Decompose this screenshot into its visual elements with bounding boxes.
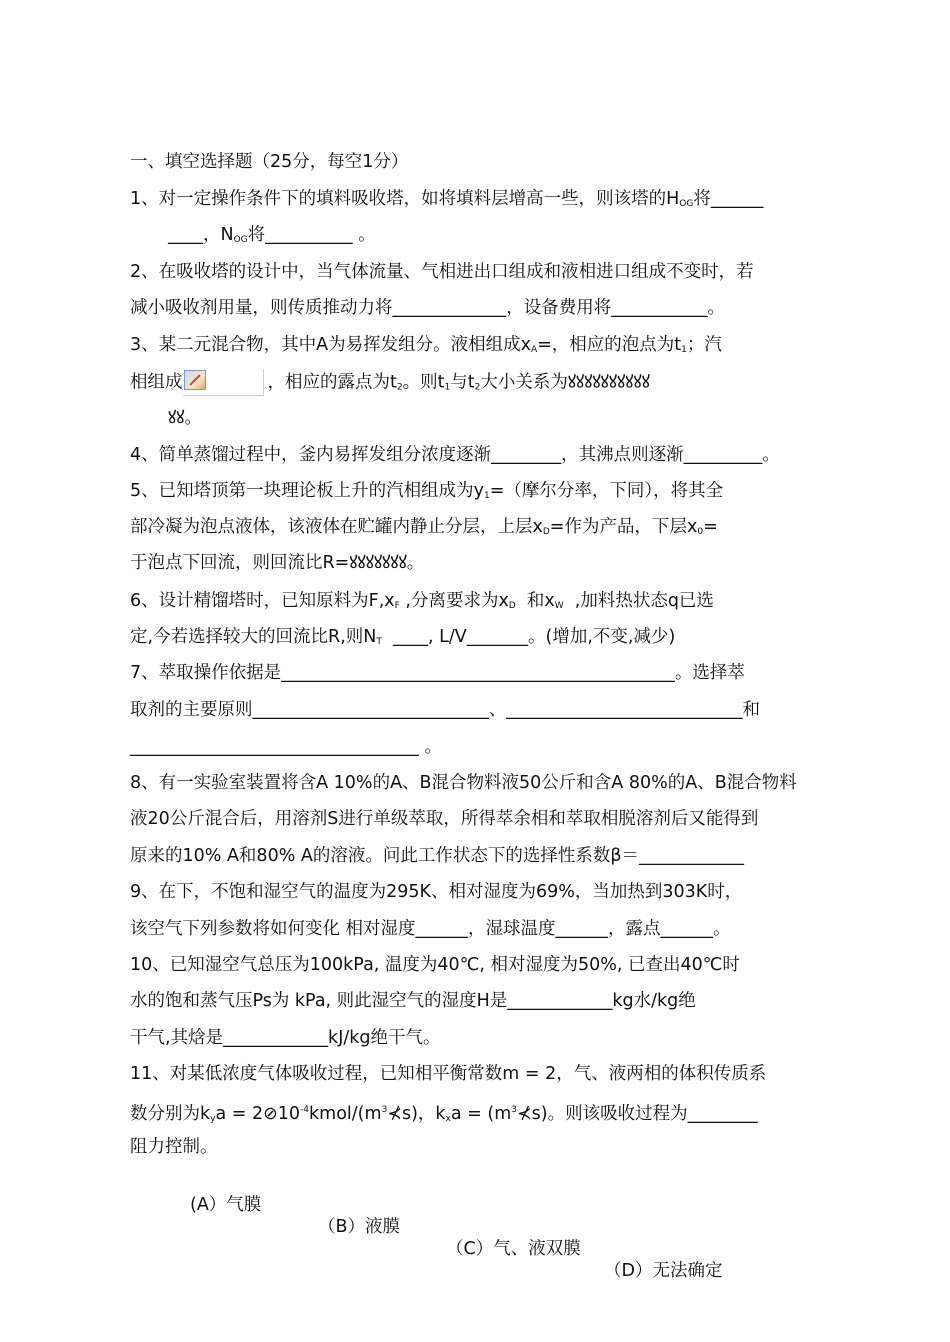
subscript: 1 (484, 491, 490, 501)
text: ；汽 (686, 335, 722, 355)
question-8-line-2 (130, 808, 758, 830)
question-3-line-2 (130, 369, 650, 399)
text: =（摩尔分率，下同），将其全 (489, 481, 724, 501)
option-c: （C）气、液双膜 (446, 1239, 581, 1259)
text: 7、萃取操作依据是_____________________________________________。选择萃 (130, 663, 745, 683)
subscript: 1 (681, 345, 687, 355)
heading-text: 一、填空选择题（25分，每空1分） (130, 152, 409, 172)
superscript: -4 (300, 1105, 310, 1115)
question-4-line-1 (130, 444, 780, 466)
text: 减小吸收剂用量，则传质推动力将_____________，设备费用将___________。 (130, 298, 725, 318)
text: 1、对一定操作条件下的填料吸收塔，如将填料层增高一些，则该塔的H (130, 189, 680, 209)
question-10-line-2 (130, 990, 696, 1012)
question-1-line-2 (168, 224, 376, 251)
text: 2、在吸收塔的设计中，当气体流量、气相进出口组成和液相进口组成不变时，若 (130, 262, 754, 282)
subscript: 2 (396, 382, 403, 393)
text: 。则t (402, 372, 445, 393)
text: 数分别为k (130, 1104, 211, 1124)
broken-image-placeholder (183, 369, 264, 396)
text: kmol/(m (309, 1104, 382, 1124)
text: a = (m (450, 1104, 512, 1124)
text: ____，N (168, 225, 234, 245)
question-2-line-2 (130, 297, 725, 319)
subscript: OG (233, 235, 248, 245)
subscript: x (445, 1114, 451, 1124)
text: ,分离要求为x (399, 591, 509, 611)
text: ，相应的露点为t (267, 372, 397, 393)
question-9-line-1 (130, 881, 742, 903)
text: 液20公斤混合后，用溶剂S进行单级萃取，所得萃余相和萃取相脱溶剂后又能得到 (130, 809, 759, 829)
text: 8、有一实验室装置将含A 10%的A、B混合物料液50公斤和含A 80%的A、B混合物料 (130, 773, 797, 793)
question-10-line-3 (130, 1027, 441, 1049)
superscript: 3 (381, 1105, 388, 1115)
text: 10、已知湿空气总压为100kPa, 温度为40℃, 相对湿度为50%, 已查出40℃时 (130, 955, 740, 975)
question-10-line-1 (130, 954, 740, 976)
question-9-line-2 (130, 918, 731, 940)
text: =，相应的泡点为t (537, 335, 682, 355)
text: 9、在下，不饱和湿空气的温度为295K、相对湿度为69%，当加热到303K时， (130, 882, 743, 902)
subscript: 1 (444, 382, 451, 393)
subscript: OG (679, 199, 694, 209)
text: ⊀s)，k (387, 1104, 446, 1124)
text: ____, L/V_______。(增加,不变,减少) (381, 627, 676, 647)
question-2-line-1 (130, 261, 754, 283)
question-6-line-2 (130, 626, 675, 653)
question-11-line-1 (130, 1063, 766, 1085)
subscript: 0 (697, 527, 704, 537)
subscript: F (394, 601, 400, 611)
text: 将__________ 。 (247, 225, 376, 245)
text: 于泡点下回流，则回流比R=ꙋꙋꙋꙋꙋꙋꙋ。 (130, 553, 425, 573)
question-11-line-3 (130, 1136, 218, 1158)
text: 大小关系为ꙋꙋꙋꙋꙋꙋꙋꙋꙋꙋ (480, 372, 650, 393)
text: 11、对某低浓度气体吸收过程，已知相平衡常数m = 2，气、液两相的体积传质系 (130, 1064, 767, 1084)
question-7-line-2 (130, 699, 760, 721)
subscript: W (554, 601, 564, 611)
text: ⊀s)。则该吸收过程为________ (517, 1104, 758, 1124)
text: 水的饱和蒸气压Ps为 kPa, 则此湿空气的湿度H是____________kg水/kg绝 (130, 991, 696, 1011)
text: _________________________________ 。 (130, 737, 442, 757)
text: 原来的10% A和80% A的溶液。问此工作状态下的选择性系数β＝____________ (130, 846, 745, 866)
question-8-line-1 (130, 772, 797, 794)
text: 与t (450, 372, 475, 393)
question-1-line-1 (130, 188, 763, 215)
question-7-line-3 (130, 736, 442, 758)
text: 4、简单蒸馏过程中，釜内易挥发组分浓度逐渐________，其沸点则逐渐_________。 (130, 445, 780, 465)
subscript: D (508, 601, 516, 611)
question-5-line-2 (130, 516, 718, 543)
question-8-line-3 (130, 845, 744, 867)
text: 干气,其焓是____________kJ/kg绝干气。 (130, 1028, 441, 1048)
superscript: 3 (511, 1105, 517, 1115)
subscript: A (530, 345, 538, 355)
text: 相组成 (130, 372, 183, 393)
text: 和x (515, 591, 555, 611)
text: =作为产品，下层x (549, 517, 698, 537)
question-3-line-1 (130, 334, 722, 361)
subscript: 2 (474, 382, 481, 393)
text: = (703, 517, 718, 537)
text: 取剂的主要原则___________________________、___________________________和 (130, 700, 760, 720)
broken-image-icon (184, 370, 206, 390)
question-6-line-1 (130, 590, 714, 617)
text: 该空气下列参数将如何变化 相对湿度______，湿球温度______，露点______。 (130, 919, 731, 939)
text: 阻力控制。 (130, 1137, 218, 1157)
text: ꙋꙋ。 (168, 408, 202, 428)
question-3-line-3 (168, 407, 202, 429)
option-a: (A）气膜 (190, 1195, 262, 1215)
text: 部冷凝为泡点液体，该液体在贮罐内静止分层，上层x (130, 517, 543, 537)
subscript: D (542, 527, 550, 537)
section-heading (130, 151, 408, 173)
option-d: （D）无法确定 (604, 1261, 723, 1281)
text: 5、已知塔顶第一块理论板上升的汽相组成为y (130, 481, 484, 501)
question-11-line-2 (130, 1099, 758, 1130)
subscript: y (210, 1114, 216, 1124)
question-7-line-1 (130, 662, 745, 684)
question-11-options (190, 1172, 723, 1304)
question-5-line-3 (130, 552, 424, 574)
text: 6、设计精馏塔时，已知原料为F,x (130, 591, 395, 611)
text: ,加料热状态q已选 (563, 591, 714, 611)
text: 将______ (693, 189, 764, 209)
question-5-line-1 (130, 480, 723, 507)
text: 定,今若选择较大的回流比R,则N (130, 627, 377, 647)
text: a = 2⊘10 (215, 1104, 301, 1124)
text: 3、某二元混合物，其中A为易挥发组分。液相组成x (130, 335, 531, 355)
subscript: T (376, 637, 382, 647)
option-b: （B）液膜 (318, 1217, 401, 1237)
